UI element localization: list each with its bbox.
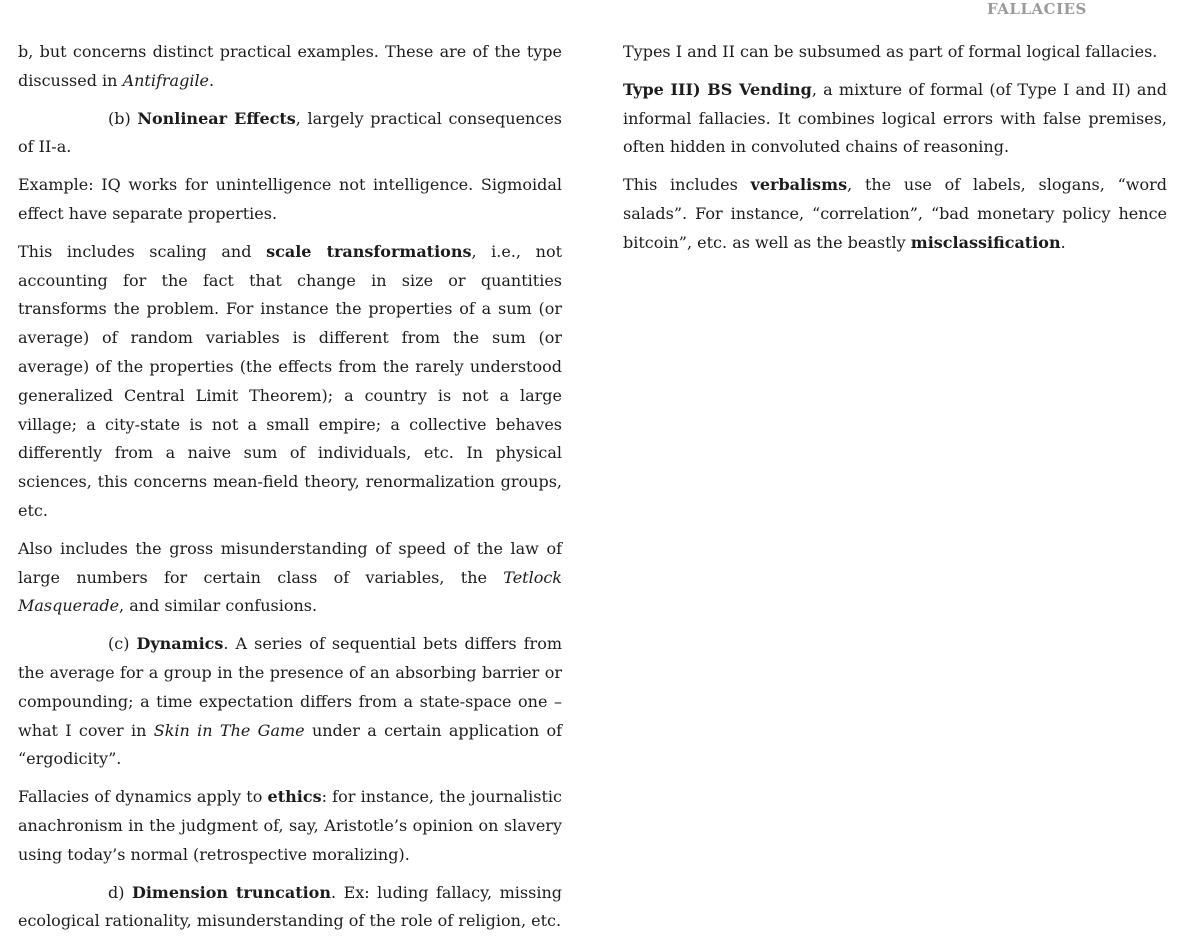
paragraph-antifragile: b, but concerns distinct practical examples. These are of the type discussed in Antifragile. bbox=[18, 42, 562, 90]
right-column bbox=[623, 38, 1167, 267]
paragraph-verbalisms: This includes verbalisms, the use of labels, slogans, “word salads”. For instance, “correlation”, “bad monetary policy hence bitcoin”, etc. as well as the beastly misclassification. bbox=[623, 175, 1167, 252]
paragraph-nonlinear-effects: (b) Nonlinear Effects, largely practical consequences of II-a. bbox=[18, 108, 562, 157]
paragraph-ethics: Fallacies of dynamics apply to ethics: for instance, the journalistic anachronism in the judgment of, say, Aristotle’s opinion on slavery using today’s normal (retrospective moralizing). bbox=[18, 787, 562, 864]
paragraph-bs-vending: Type III) BS Vending, a mixture of formal (of Type I and II) and informal fallacies. It combines logical errors with false premises, often hidden in convoluted chains of reasoning. bbox=[623, 79, 1168, 157]
paragraph-types-subsumed: Types I and II can be subsumed as part of formal logical fallacies. bbox=[623, 42, 1158, 61]
paragraph-iq-example: Example: IQ works for unintelligence not intelligence. Sigmoidal effect have separate properties. bbox=[18, 175, 562, 223]
left-column bbox=[18, 38, 562, 945]
paragraph-dimension-truncation: d) Dimension truncation. Ex: luding fallacy, missing ecological rationality, misunderstanding of the role of religion, etc. bbox=[18, 882, 563, 931]
paragraph-dynamics: (c) Dynamics. A series of sequential bets differs from the average for a group in the presence of an absorbing barrier or compounding; a time expectation differs from a state-space one –what I cover in Skin in The Game under a certain application of “ergodicity”. bbox=[18, 634, 562, 769]
paragraph-scale-transformations: This includes scaling and scale transformations, i.e., not accounting for the fact that change in size or quantities transforms the problem. For instance the properties of a sum (or average) of random variables is different from the sum (or average) of the properties (the effects from the rarely understood generalized Central Limit Theorem); a country is not a large village; a city-state is not a small empire; a collective behaves differently from a naive sum of individuals, etc. In physical sciences, this concerns mean-field theory, renormalization groups, etc. bbox=[18, 241, 563, 520]
running-header: FALLACIES bbox=[987, 0, 1087, 18]
paragraph-law-of-large-numbers: Also includes the gross misunderstanding of speed of the law of large numbers for certain class of variables, the Tetlock Masquerade, and similar confusions. bbox=[18, 538, 562, 616]
